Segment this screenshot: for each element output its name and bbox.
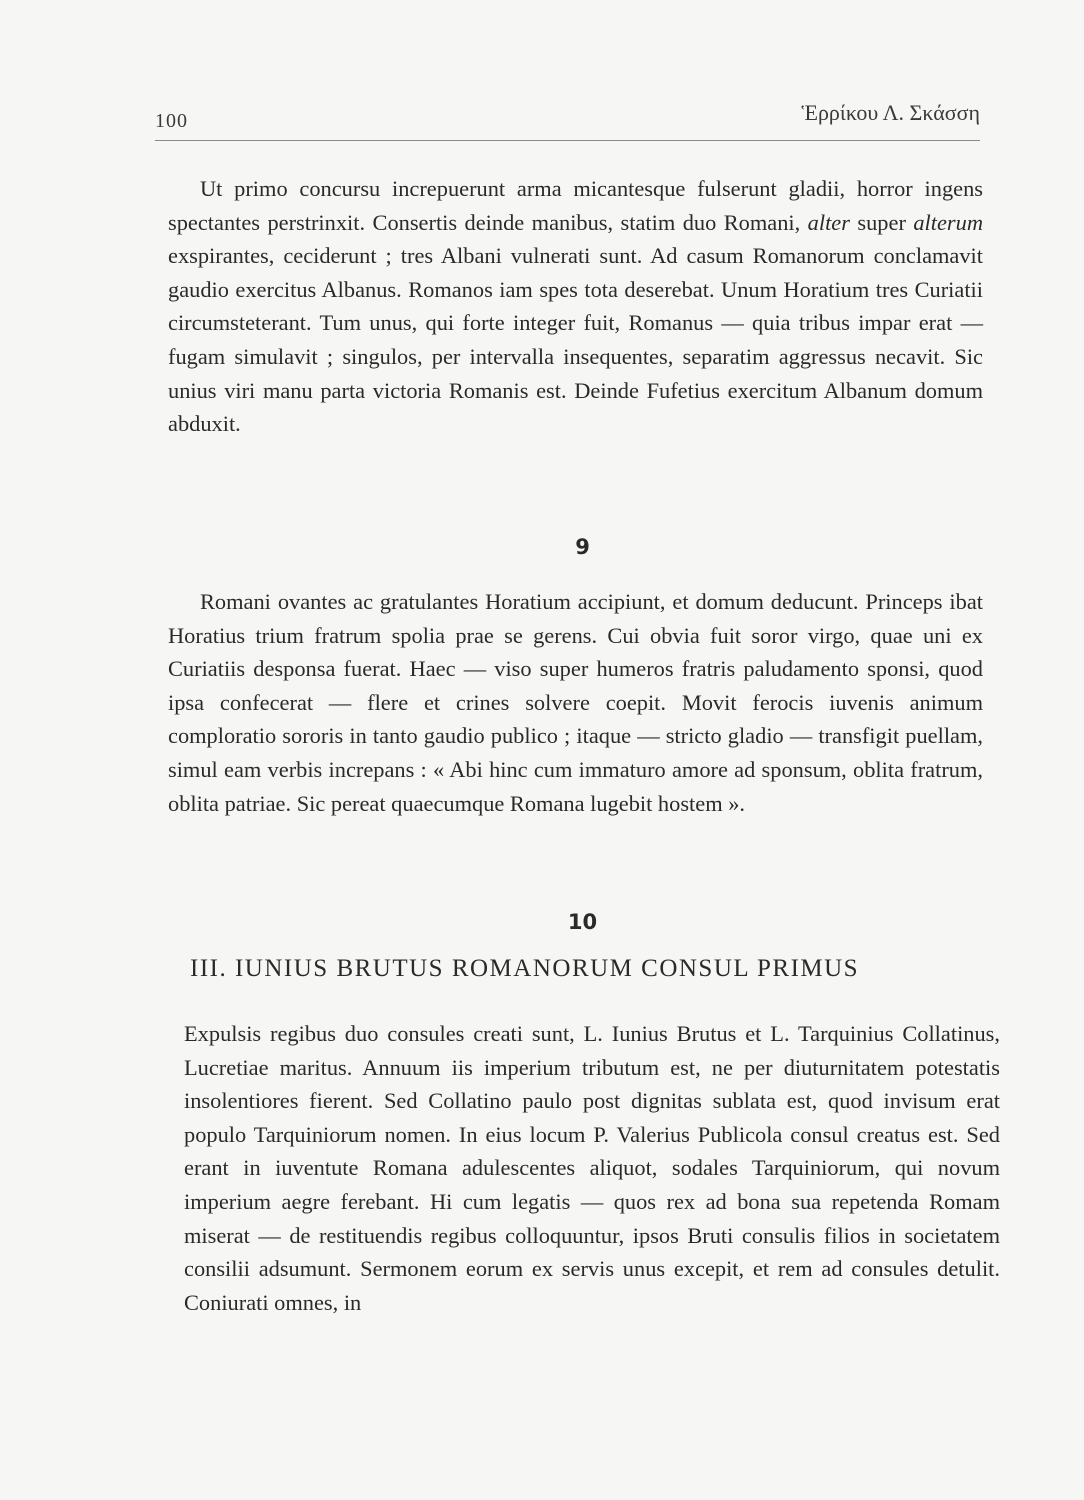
paragraph-section-8 xyxy=(168,172,983,441)
p1-text-3: exspirantes, ceciderunt ; tres Albani vulnerati sunt. Ad casum Romanorum conclamavit gaudio exercitus Albanus. Romanos iam spes tota deserebat. Unum Horatium tres Curiatii circumsteterant. Tum unus, qui forte integer fuit, Romanus — quia tribus impar erat — fugam simulavit ; singulos, per intervalla insequentes, separatim aggressus necavit. Sic unius viri manu parta victoria Romanis est. Deinde Fufetius exercitum Albanum domum abduxit. xyxy=(168,243,983,437)
p1-text-2: super xyxy=(849,209,914,235)
header-rule xyxy=(155,140,980,141)
section-number-9: 9 xyxy=(575,535,590,559)
page-number: 100 xyxy=(155,110,188,132)
p1-italic-alterum: alterum xyxy=(913,209,983,235)
chapter-title: III. IUNIUS BRUTUS ROMANORUM CONSUL PRIMUS xyxy=(190,955,860,982)
section-number-10: 10 xyxy=(567,910,598,934)
p1-italic-alter: alter xyxy=(807,209,850,235)
p1-text-1: Ut primo concursu increpuerunt arma micantesque fulserunt gladii, horror ingens spectantes perstrinxit. Consertis deinde manibus, statim duo Romani, xyxy=(168,176,983,235)
paragraph-section-10: Expulsis regibus duo consules creati sunt, L. Iunius Brutus et L. Tarquinius Collatinus, Lucretiae maritus. Annuum iis imperium tributum est, ne per diuturnitatem potestatis insolentiores fierent. Sed Collatino paulo post dignitas sublata est, quod invisum erat populo Tarquiniorum nomen. In eius locum P. Valerius Publicola consul creatus est. Sed erant in iuventute Romana adulescentes aliquot, sodales Tarquiniorum, qui novum imperium aegre ferebant. Hi cum legatis — quos rex ad bona sua repetenda Romam miserat — de restituendis regibus colloquuntur, ipsos Bruti consulis filios in societatem consilii adsumunt. Sermonem eorum ex servis unus excepit, et rem ad consules detulit. Coniurati omnes, in xyxy=(184,1021,1000,1315)
paragraph-section-9: Romani ovantes ac gratulantes Horatium accipiunt, et domum deducunt. Princeps ibat Horatius trium fratrum spolia prae se gerens. Cui obvia fuit soror virgo, quae uni ex Curiatiis desponsa fuerat. Haec — viso super humeros fratris paludamento sponsi, quod ipsa confecerat — flere et crines solvere coepit. Movit ferocis iuvenis animum comploratio sororis in tanto gaudio publico ; itaque — stricto gladio — transfigit puellam, simul eam verbis increpans : « Abi hinc cum immaturo amore ad sponsum, oblita fratrum, oblita patriae. Sic pereat quaecumque Romana lugebit hostem ». xyxy=(168,589,983,816)
running-head: Ἑρρίκου Λ. Σκάσση xyxy=(801,100,980,125)
page-header xyxy=(155,100,980,134)
